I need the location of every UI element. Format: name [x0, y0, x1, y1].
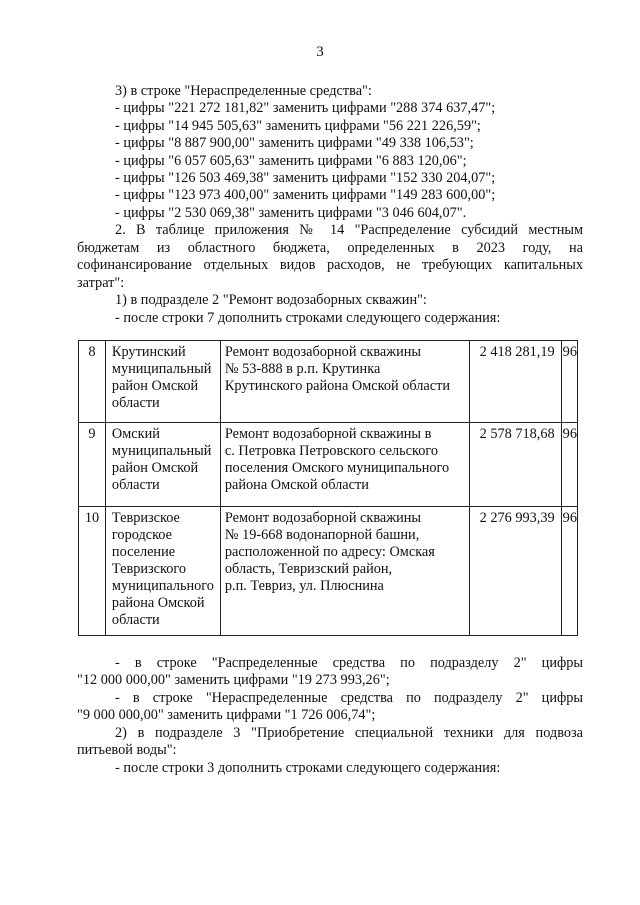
object-cell: Ремонт водозаборной скважины № 19-668 водонапорной башни, расположенной по адресу: Омская область, Тевризский район, р.п. Тевриз, ул. Плюснина [220, 507, 469, 636]
sum-cell: 2 276 993,39 [469, 507, 561, 636]
recipient-cell: Омский муниципальный район Омской области [105, 423, 220, 507]
table-row [79, 507, 578, 636]
para2-line: затрат": [77, 275, 125, 291]
recipient-cell: Тевризское городское поселение Тевризского муниципального района Омской области [105, 507, 220, 636]
block3-line: - в строке "Распределенные средства по подразделу 2" цифры [115, 655, 583, 671]
replace-item: - цифры "8 887 900,00" заменить цифрами "49 338 106,53"; [115, 135, 474, 151]
replace-item: - цифры "123 973 400,00" заменить цифрами "149 283 600,00"; [115, 187, 496, 203]
recipient-cell: Крутинский муниципальный район Омской области [105, 341, 220, 423]
sum-cell: 2 418 281,19 [469, 341, 561, 423]
object-cell: Ремонт водозаборной скважины № 53-888 в р.п. Крутинка Крутинского района Омской области [220, 341, 469, 423]
block3-line: - после строки 3 дополнить строками следующего содержания: [115, 760, 501, 776]
row-number: 8 [79, 341, 106, 423]
replace-item: - цифры "14 945 505,63" заменить цифрами "56 221 226,59"; [115, 118, 481, 134]
para2-line: софинансирование отдельных видов расходов, не требующих капитальных [77, 257, 583, 273]
replace-item: - цифры "6 057 605,63" заменить цифрами "6 883 120,06"; [115, 153, 467, 169]
block3-line: "12 000 000,00" заменить цифрами "19 273 993,26"; [77, 672, 390, 688]
block3-line: - в строке "Нераспределенные средства по подразделу 2" цифры [115, 690, 583, 706]
subsidy-table [78, 340, 578, 636]
para2-line: 2. В таблице приложения № 14 "Распределение субсидий местным [115, 222, 583, 238]
block3-line: 2) в подразделе 3 "Приобретение специальной техники для подвоза [115, 725, 583, 741]
block1-heading: 3) в строке "Нераспределенные средства": [115, 83, 372, 99]
block3-line: "9 000 000,00" заменить цифрами "1 726 006,74"; [77, 707, 376, 723]
table-row [79, 423, 578, 507]
replace-item: - цифры "221 272 181,82" заменить цифрами "288 374 637,47"; [115, 100, 496, 116]
percent-cell: 96 [561, 507, 577, 636]
subsection-1: 1) в подразделе 2 "Ремонт водозаборных скважин": [115, 292, 427, 308]
object-cell: Ремонт водозаборной скважины в с. Петровка Петровского сельского поселения Омского муниципального района Омской области [220, 423, 469, 507]
row-number: 10 [79, 507, 106, 636]
block3-line: питьевой воды": [77, 742, 177, 758]
para2-line: бюджетам из областного бюджета, определенных в 2023 году, на [77, 240, 583, 256]
replace-item: - цифры "126 503 469,38" заменить цифрами "152 330 204,07"; [115, 170, 496, 186]
replace-item: - цифры "2 530 069,38" заменить цифрами "3 046 604,07". [115, 205, 467, 221]
percent-cell: 96 [561, 423, 577, 507]
page-number: 3 [316, 44, 324, 60]
percent-cell: 96 [561, 341, 577, 423]
sum-cell: 2 578 718,68 [469, 423, 561, 507]
table-row [79, 341, 578, 423]
row-number: 9 [79, 423, 106, 507]
after-row-7: - после строки 7 дополнить строками следующего содержания: [115, 310, 501, 326]
